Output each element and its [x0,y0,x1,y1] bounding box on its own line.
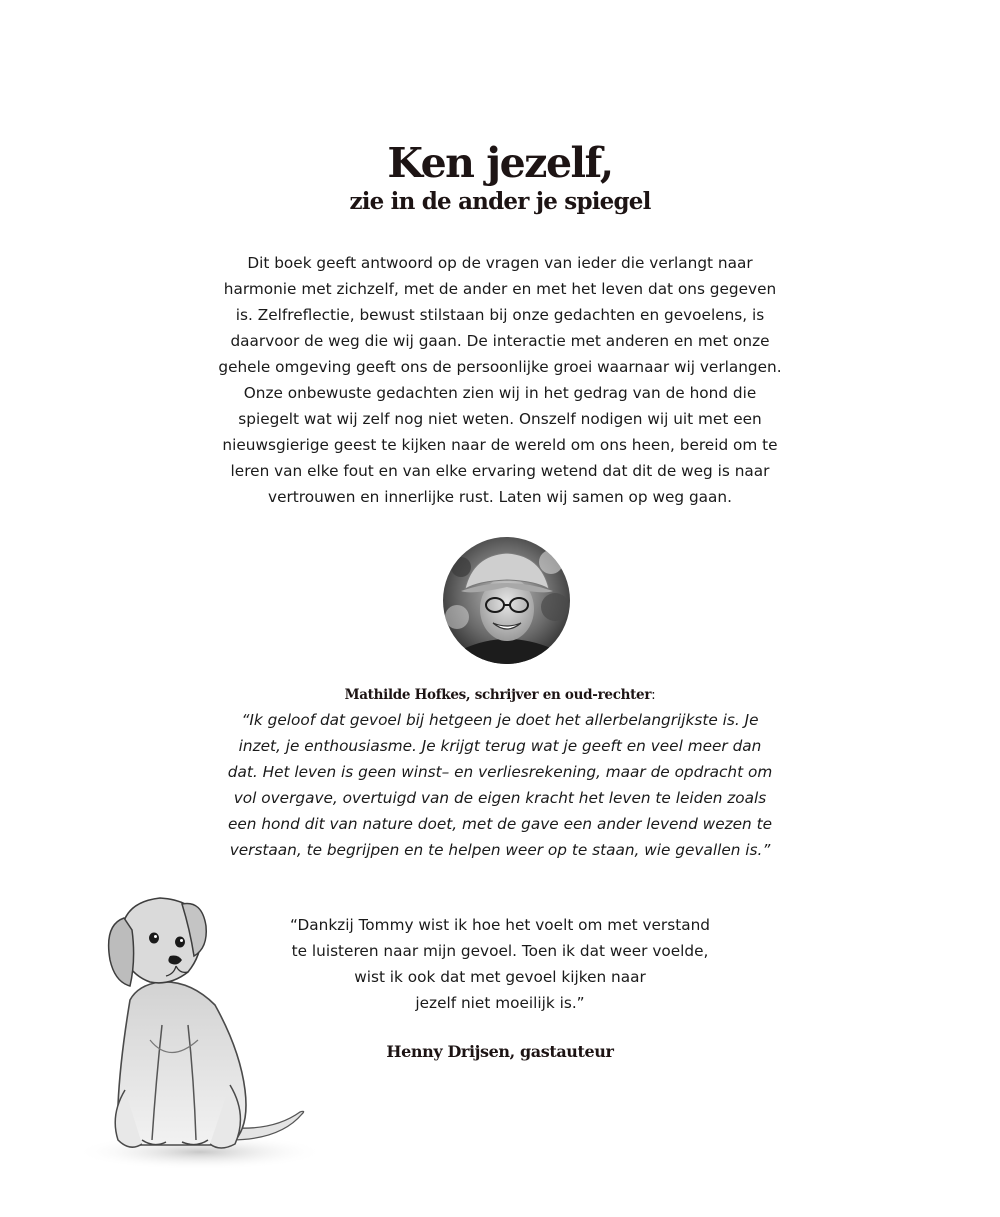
quote-line: inzet, je enthousiasme. Je krijgt terug wat je geeft en veel meer dan [238,737,762,755]
quote-line: een hond dit van nature doet, met de gave een ander levend wezen te [227,815,773,833]
quote-line: vol overgave, overtuigd van de eigen kracht het leven te leiden zoals [233,789,767,807]
author-portrait-image [443,537,570,664]
intro-line: spiegelt wat wij zelf nog niet weten. Onszelf nodigen wij uit met een [238,410,762,428]
testimonial-line: jezelf niet moeilijk is.” [415,994,585,1012]
testimonial-line: “Dankzij Tommy wist ik hoe het voelt om met verstand [290,916,710,934]
intro-line: nieuwsgierige geest te kijken naar de wereld om ons heen, bereid om te [222,436,778,454]
author-portrait [443,537,570,664]
intro-line: leren van elke fout en van elke ervaring wetend dat dit de weg is naar [230,462,770,480]
testimonial-quote [270,912,730,1016]
intro-line: is. Zelfreflectie, bewust stilstaan bij onze gedachten en gevoelens, is [235,306,765,324]
quote-author-suffix: : [651,687,656,703]
quote-line: verstaan, te begrijpen en te helpen weer op te staan, wie gevallen is.” [229,841,771,859]
intro-line: vertrouwen en innerlijke rust. Laten wij samen op weg gaan. [268,488,732,506]
quote-author-line [195,683,805,707]
title-block [0,138,1000,216]
quote-author: Mathilde Hofkes, schrijver en oud-rechter [344,687,652,703]
author-quote [195,683,805,863]
quote-line: dat. Het leven is geen winst– en verliesrekening, maar de opdracht om [227,763,773,781]
intro-line: daarvoor de weg die wij gaan. De interactie met anderen en met onze [230,332,770,350]
testimonial-line: te luisteren naar mijn gevoel. Toen ik dat weer voelde, [291,942,709,960]
quote-text [195,707,805,863]
intro-line: Onze onbewuste gedachten zien wij in het gedrag van de hond die [243,384,757,402]
page-subtitle: zie in de ander je spiegel [349,188,651,215]
intro-line: Dit boek geeft antwoord op de vragen van ieder die verlangt naar [247,254,753,272]
testimonial-line: wist ik ook dat met gevoel kijken naar [354,968,646,986]
page-title: Ken jezelf, [387,139,613,187]
intro-paragraph [195,250,805,510]
testimonial-author: Henny Drijsen, gastauteur [386,1042,614,1061]
intro-line: harmonie met zichzelf, met de ander en met het leven dat ons gegeven [223,280,777,298]
quote-line: “Ik geloof dat gevoel bij hetgeen je doet het allerbelangrijkste is. Je [241,711,759,729]
intro-line: gehele omgeving geeft ons de persoonlijke groei waarnaar wij verlangen. [218,358,782,376]
